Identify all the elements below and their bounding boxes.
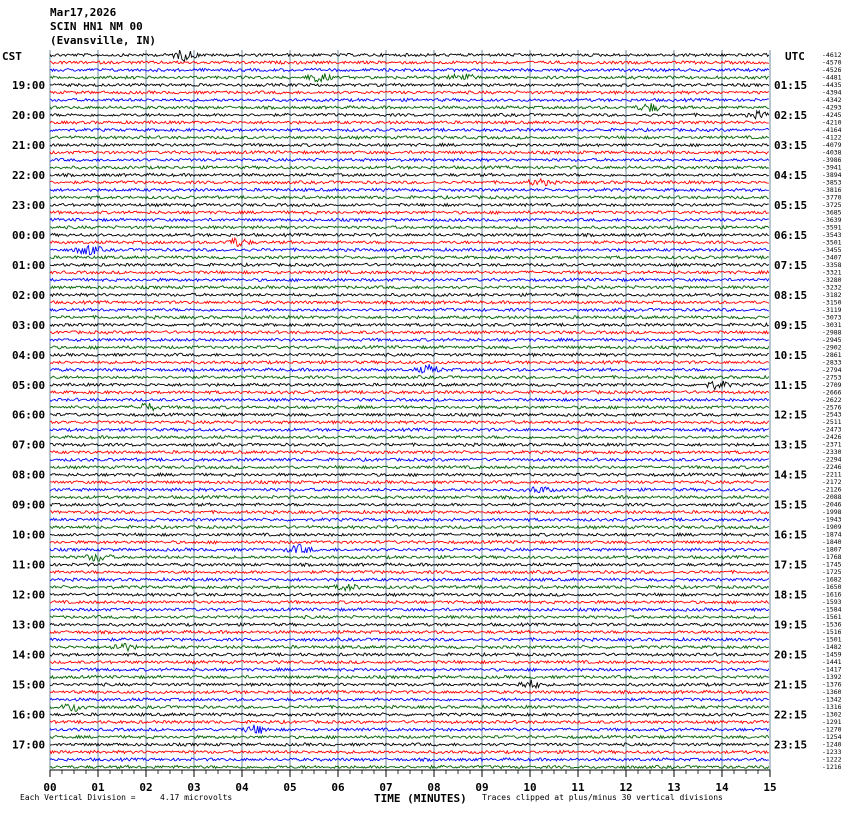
x-tick-label: 03 — [187, 781, 201, 794]
trace-83 — [50, 675, 769, 678]
trace-value-label: -2172 — [822, 478, 842, 487]
trace-value-label: -2543 — [822, 410, 842, 419]
right-hour-label: 10:15 — [774, 348, 808, 362]
trace-value-label: -1360 — [822, 688, 842, 697]
trace-value-label: -4164 — [822, 125, 842, 134]
trace-value-label: -1516 — [822, 628, 842, 637]
trace-28 — [50, 263, 769, 266]
left-hour-label: 09:00 — [12, 498, 46, 512]
trace-value-label: -3685 — [822, 208, 842, 217]
trace-17 — [50, 179, 769, 186]
trace-44 — [50, 381, 769, 390]
trace-value-label: -2902 — [822, 343, 842, 352]
x-tick-label: 15 — [763, 781, 777, 794]
trace-46 — [50, 398, 769, 401]
scale-caption: Each Vertical Division = — [20, 793, 136, 802]
trace-87 — [50, 704, 769, 711]
right-hour-label: 23:15 — [774, 738, 808, 752]
trace-value-label: -1316 — [822, 703, 842, 712]
x-tick-label: 08 — [427, 781, 441, 794]
trace-52 — [50, 443, 769, 446]
trace-value-label: -1725 — [822, 568, 842, 577]
trace-89 — [50, 720, 769, 723]
trace-value-label: -1998 — [822, 508, 842, 517]
x-tick-label: 12 — [619, 781, 633, 794]
x-tick-label: 07 — [379, 781, 393, 794]
trace-56 — [50, 473, 769, 476]
trace-68 — [50, 563, 769, 566]
trace-2 — [50, 68, 769, 71]
left-hour-label: 23:00 — [12, 198, 46, 212]
x-tick-label: 14 — [715, 781, 729, 794]
trace-20 — [50, 203, 769, 206]
trace-80 — [50, 653, 769, 656]
trace-value-label: -1536 — [822, 620, 842, 629]
trace-59 — [50, 496, 769, 499]
left-hour-label: 22:00 — [12, 168, 46, 182]
right-hour-label: 05:15 — [774, 198, 808, 212]
left-hour-label: 02:00 — [12, 288, 46, 302]
trace-18 — [50, 188, 769, 191]
trace-13 — [50, 151, 769, 154]
trace-60 — [50, 503, 769, 506]
trace-10 — [50, 128, 769, 131]
trace-value-label: -4079 — [822, 140, 842, 149]
right-hour-label: 04:15 — [774, 168, 808, 182]
trace-value-label: -1459 — [822, 650, 842, 659]
trace-value-label: -3941 — [822, 163, 842, 172]
trace-26 — [50, 246, 769, 255]
trace-value-label: -2753 — [822, 373, 842, 382]
x-tick-label: 01 — [91, 781, 105, 794]
right-hour-label: 01:15 — [774, 78, 808, 92]
trace-95 — [50, 765, 769, 768]
trace-value-label: -2426 — [822, 433, 842, 442]
left-hour-label: 10:00 — [12, 528, 46, 542]
trace-value-label: -2371 — [822, 440, 842, 449]
right-hour-label: 07:15 — [774, 258, 808, 272]
trace-15 — [50, 166, 769, 169]
right-timezone: UTC — [785, 50, 805, 63]
left-hour-label: 16:00 — [12, 708, 46, 722]
trace-58 — [50, 487, 769, 493]
trace-16 — [50, 173, 769, 176]
trace-38 — [50, 338, 769, 341]
trace-74 — [50, 608, 769, 611]
left-hour-label: 13:00 — [12, 618, 46, 632]
x-axis-title: TIME (MINUTES) — [374, 792, 467, 805]
trace-value-label: -2294 — [822, 455, 842, 464]
trace-61 — [50, 511, 769, 514]
trace-76 — [50, 623, 769, 626]
trace-37 — [50, 331, 769, 334]
header-date: Mar17,2026 — [50, 6, 117, 19]
header-location: (Evansville, IN) — [50, 34, 156, 47]
scale-value: 4.17 microvolts — [160, 793, 233, 802]
trace-value-label: -1240 — [822, 740, 842, 749]
trace-82 — [50, 668, 769, 671]
trace-value-label: -2246 — [822, 463, 842, 472]
trace-value-label: -3407 — [822, 253, 842, 262]
left-hour-label: 21:00 — [12, 138, 46, 152]
right-hour-label: 16:15 — [774, 528, 808, 542]
trace-value-label: -1216 — [822, 763, 842, 771]
left-hour-label: 11:00 — [12, 558, 46, 572]
trace-67 — [50, 555, 769, 562]
trace-19 — [50, 196, 769, 199]
trace-value-label: -4245 — [822, 110, 842, 119]
left-hour-label: 12:00 — [12, 588, 46, 602]
trace-33 — [50, 301, 769, 304]
trace-value-label: -1302 — [822, 710, 842, 719]
right-hour-label: 13:15 — [774, 438, 808, 452]
trace-34 — [50, 308, 769, 311]
right-hour-label: 09:15 — [774, 318, 808, 332]
trace-value-label: -4122 — [822, 133, 842, 142]
trace-value-label: -3031 — [822, 320, 842, 329]
trace-value-label: -1482 — [822, 643, 842, 652]
right-hour-label: 14:15 — [774, 468, 808, 482]
trace-value-label: -4293 — [822, 103, 842, 112]
trace-value-label: -2861 — [822, 350, 842, 359]
x-tick-label: 10 — [523, 781, 537, 794]
trace-47 — [50, 403, 769, 411]
left-hour-label: 17:00 — [12, 738, 46, 752]
trace-value-label: -1745 — [822, 560, 842, 569]
trace-5 — [50, 91, 769, 94]
trace-value-label: -1593 — [822, 598, 842, 607]
right-hour-label: 20:15 — [774, 648, 808, 662]
trace-value-label: -2945 — [822, 335, 842, 344]
trace-value-label: -2576 — [822, 403, 842, 412]
trace-value-label: -1650 — [822, 583, 842, 592]
left-hour-label: 04:00 — [12, 348, 46, 362]
left-hour-label: 20:00 — [12, 108, 46, 122]
trace-75 — [50, 616, 769, 619]
trace-value-label: -1254 — [822, 733, 842, 742]
trace-value-label: -4342 — [822, 95, 842, 104]
trace-value-label: -3280 — [822, 275, 842, 284]
trace-7 — [50, 103, 769, 112]
trace-62 — [50, 518, 769, 521]
trace-3 — [50, 74, 769, 82]
trace-value-label: -3816 — [822, 185, 842, 194]
right-hour-labels — [774, 79, 807, 752]
left-hour-label: 05:00 — [12, 378, 46, 392]
x-tick-label: 02 — [139, 781, 153, 794]
trace-49 — [50, 421, 769, 424]
trace-value-label: -1441 — [822, 658, 842, 667]
trace-27 — [50, 256, 769, 259]
trace-93 — [50, 750, 769, 753]
left-hour-label: 00:00 — [12, 228, 46, 242]
trace-value-label: -1222 — [822, 755, 842, 764]
right-hour-label: 18:15 — [774, 588, 808, 602]
left-hour-label: 01:00 — [12, 258, 46, 272]
right-hour-label: 11:15 — [774, 378, 808, 392]
trace-32 — [50, 293, 769, 296]
trace-31 — [50, 286, 769, 289]
left-timezone: CST — [2, 50, 22, 63]
trace-54 — [50, 458, 769, 461]
x-tick-label: 05 — [283, 781, 297, 794]
trace-value-label: -2473 — [822, 425, 842, 434]
left-hour-label: 06:00 — [12, 408, 46, 422]
trace-value-label: -2709 — [822, 380, 842, 389]
trace-value-label: -2833 — [822, 358, 842, 367]
trace-value-label: -3639 — [822, 215, 842, 224]
trace-71 — [50, 584, 769, 591]
trace-value-label: -3853 — [822, 178, 842, 187]
right-hour-label: 17:15 — [774, 558, 808, 572]
trace-70 — [50, 578, 769, 581]
trace-64 — [50, 533, 769, 536]
trace-value-label: -3321 — [822, 268, 842, 277]
trace-77 — [50, 630, 769, 633]
trace-value-label: -2622 — [822, 395, 842, 404]
right-hour-label: 15:15 — [774, 498, 808, 512]
trace-0 — [50, 50, 769, 61]
trace-43 — [50, 376, 769, 379]
trace-value-label: -2088 — [822, 493, 842, 502]
left-hour-labels — [12, 79, 45, 752]
trace-35 — [50, 316, 769, 319]
trace-value-label: -1342 — [822, 695, 842, 704]
right-hour-label: 03:15 — [774, 138, 808, 152]
trace-81 — [50, 661, 769, 664]
trace-25 — [50, 238, 769, 246]
trace-value-label: -3182 — [822, 290, 842, 299]
x-tick-label: 09 — [475, 781, 489, 794]
trace-55 — [50, 466, 769, 469]
trace-value-label: -3725 — [822, 200, 842, 209]
trace-value-label: -1392 — [822, 673, 842, 682]
trace-12 — [50, 143, 769, 146]
trace-value-label: -1376 — [822, 680, 842, 689]
trace-value-label: -2794 — [822, 365, 842, 374]
trace-66 — [50, 544, 769, 553]
trace-39 — [50, 346, 769, 349]
trace-value-label: -3073 — [822, 313, 842, 322]
trace-94 — [50, 758, 769, 761]
trace-41 — [50, 361, 769, 364]
trace-value-labels — [822, 51, 842, 771]
trace-22 — [50, 218, 769, 221]
trace-11 — [50, 136, 769, 139]
trace-36 — [50, 323, 769, 326]
right-hour-label: 12:15 — [774, 408, 808, 422]
trace-50 — [50, 428, 769, 431]
x-tick-label: 13 — [667, 781, 681, 794]
trace-53 — [50, 451, 769, 454]
right-hour-label: 06:15 — [774, 228, 808, 242]
trace-value-label: -1616 — [822, 590, 842, 599]
trace-value-label: -4481 — [822, 73, 842, 82]
trace-value-label: -3894 — [822, 170, 842, 179]
trace-84 — [50, 680, 769, 688]
trace-value-label: -1561 — [822, 613, 842, 622]
trace-value-label: -4210 — [822, 118, 842, 127]
trace-value-label: -3455 — [822, 245, 842, 254]
trace-4 — [50, 83, 769, 86]
trace-9 — [50, 121, 769, 124]
seismic-traces — [50, 50, 769, 769]
trace-91 — [50, 735, 769, 738]
trace-69 — [50, 571, 769, 574]
trace-72 — [50, 593, 769, 596]
x-tick-label: 00 — [43, 781, 57, 794]
trace-51 — [50, 436, 769, 439]
trace-value-label: -2211 — [822, 470, 842, 479]
trace-85 — [50, 690, 769, 693]
clip-note: Traces clipped at plus/minus 30 vertical divisions — [482, 793, 723, 802]
right-hour-label: 08:15 — [774, 288, 808, 302]
trace-30 — [50, 278, 769, 281]
trace-value-label: -1840 — [822, 538, 842, 547]
trace-6 — [50, 98, 769, 101]
trace-value-label: -3150 — [822, 298, 842, 307]
trace-40 — [50, 353, 769, 356]
right-hour-label: 02:15 — [774, 108, 808, 122]
trace-value-label: -3543 — [822, 230, 842, 239]
left-hour-label: 07:00 — [12, 438, 46, 452]
right-hour-label: 21:15 — [774, 678, 808, 692]
trace-value-label: -1682 — [822, 575, 842, 584]
trace-value-label: -1270 — [822, 725, 842, 734]
left-hour-label: 08:00 — [12, 468, 46, 482]
trace-value-label: -1909 — [822, 523, 842, 532]
trace-value-label: -2046 — [822, 500, 842, 509]
trace-value-label: -2330 — [822, 448, 842, 457]
trace-value-label: -1233 — [822, 748, 842, 757]
trace-value-label: -4435 — [822, 80, 842, 89]
trace-value-label: -1807 — [822, 545, 842, 554]
trace-1 — [50, 61, 769, 64]
trace-value-label: -1291 — [822, 718, 842, 727]
x-tick-label: 06 — [331, 781, 345, 794]
trace-value-label: -3501 — [822, 238, 842, 247]
trace-57 — [50, 481, 769, 484]
trace-29 — [50, 271, 769, 274]
trace-92 — [50, 743, 769, 746]
trace-value-label: -3770 — [822, 193, 842, 202]
trace-value-label: -3119 — [822, 305, 842, 314]
left-hour-label: 03:00 — [12, 318, 46, 332]
trace-value-label: -1417 — [822, 665, 842, 674]
trace-value-label: -1943 — [822, 515, 842, 524]
left-hour-label: 14:00 — [12, 648, 46, 662]
trace-value-label: -4612 — [822, 51, 842, 59]
trace-value-label: -4570 — [822, 58, 842, 67]
trace-value-label: -3358 — [822, 260, 842, 269]
header-station: SCIN HN1 NM 00 — [50, 20, 143, 33]
trace-value-label: -2511 — [822, 418, 842, 427]
trace-24 — [50, 233, 769, 236]
trace-45 — [50, 391, 769, 394]
x-tick-label: 04 — [235, 781, 249, 794]
trace-65 — [50, 541, 769, 544]
trace-78 — [50, 638, 769, 641]
trace-86 — [50, 698, 769, 701]
trace-90 — [50, 725, 769, 734]
trace-79 — [50, 643, 769, 651]
trace-14 — [50, 158, 769, 161]
trace-48 — [50, 413, 769, 416]
trace-value-label: -4394 — [822, 88, 842, 97]
right-hour-label: 19:15 — [774, 618, 808, 632]
x-tick-label: 11 — [571, 781, 585, 794]
left-hour-label: 19:00 — [12, 78, 46, 92]
trace-value-label: -4526 — [822, 65, 842, 74]
trace-value-label: -1501 — [822, 635, 842, 644]
trace-value-label: -4038 — [822, 148, 842, 157]
trace-21 — [50, 211, 769, 214]
trace-42 — [50, 364, 769, 373]
trace-value-label: -3986 — [822, 155, 842, 164]
left-hour-label: 15:00 — [12, 678, 46, 692]
trace-value-label: -3232 — [822, 283, 842, 292]
trace-value-label: -2666 — [822, 388, 842, 397]
trace-value-label: -1874 — [822, 530, 842, 539]
trace-8 — [50, 111, 769, 119]
trace-value-label: -2988 — [822, 328, 842, 337]
trace-value-label: -1768 — [822, 553, 842, 562]
trace-value-label: -3591 — [822, 223, 842, 232]
trace-value-label: -2126 — [822, 485, 842, 494]
trace-73 — [50, 601, 769, 604]
trace-23 — [50, 226, 769, 229]
trace-value-label: -1584 — [822, 605, 842, 614]
trace-63 — [50, 526, 769, 529]
right-hour-label: 22:15 — [774, 708, 808, 722]
trace-88 — [50, 713, 769, 716]
